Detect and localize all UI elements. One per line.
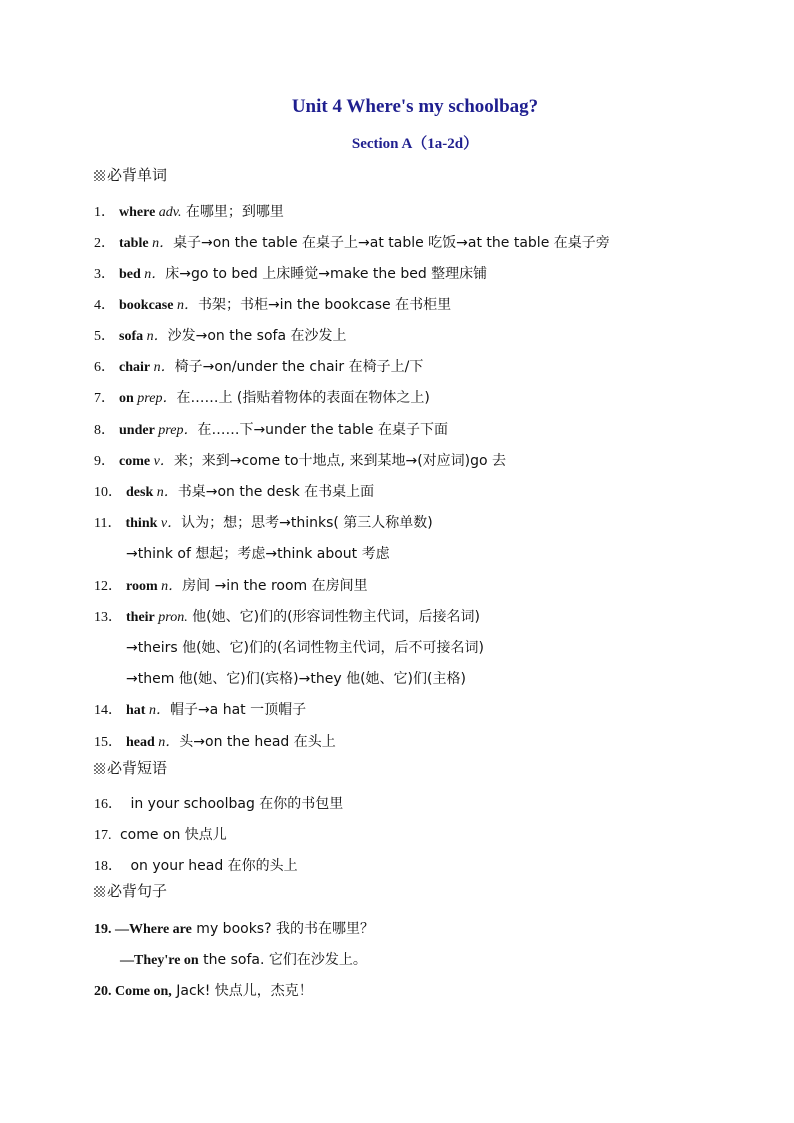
vocab-definition: 头→on the head 在头上: [179, 734, 336, 750]
vocab-definition: 认为；想；思考→thinks( 第三人称单数): [181, 515, 433, 531]
vocab-line: [94, 387, 430, 407]
page-title: Unit 4 Where's my schoolbag?: [291, 96, 539, 117]
vocab-definition: 沙发→on the sofa 在沙发上: [167, 328, 347, 344]
vocab-line: [94, 232, 610, 252]
flag-icon: [94, 763, 105, 774]
sentence-line: [94, 918, 374, 938]
item-number: 3．: [94, 267, 115, 282]
vocab-line: [94, 294, 451, 314]
vocab-definition: 在……下→under the table 在桌子下面: [197, 422, 448, 438]
sentence-line: [120, 949, 367, 969]
item-number: 18．: [94, 859, 122, 874]
item-number: 9．: [94, 454, 115, 469]
phrase-line: [94, 855, 298, 875]
vocab-line: [94, 325, 347, 345]
vocab-word: their: [126, 610, 155, 625]
vocab-line: [94, 606, 480, 626]
vocab-line: [94, 699, 306, 719]
vocab-word: chair: [119, 360, 151, 375]
part-of-speech: n．: [157, 579, 183, 594]
vocab-word: come: [119, 454, 151, 469]
vocab-definition: 在……上 (指贴着物体的表面在物体之上): [176, 390, 430, 406]
vocab-word: room: [126, 579, 158, 594]
sentence-rest: Jack! 快点儿，杰克！: [171, 983, 313, 999]
vocab-definition: 他(她、它)们的(形容词性物主代词，后接名词): [187, 609, 480, 625]
phrase-text: come on 快点儿: [115, 827, 227, 843]
item-number: 5．: [94, 329, 115, 344]
vocab-definition: 书桌→on the desk 在书桌上面: [177, 484, 375, 500]
item-number: 11．: [94, 516, 122, 531]
item-number: 19.: [94, 922, 112, 937]
part-of-speech: v．: [157, 516, 182, 531]
vocab-word: table: [119, 236, 149, 251]
sentences-heading: 必背句子: [94, 880, 167, 901]
vocab-line: [126, 668, 466, 688]
words-heading: 必背单词: [94, 164, 167, 185]
phrase-text: in your schoolbag 在你的书包里: [126, 796, 344, 812]
part-of-speech: n．: [173, 298, 198, 313]
flag-icon: [94, 170, 105, 181]
vocab-line: [126, 543, 390, 563]
vocab-definition: 书架；书柜→in the bookcase 在书柜里: [197, 297, 452, 313]
vocab-line: [94, 450, 506, 470]
item-number: 8．: [94, 423, 115, 438]
sentence-key: —They're on: [120, 953, 199, 968]
vocab-definition: →theirs 他(她、它)们的(名词性物主代词，后不可接名词): [126, 640, 484, 656]
vocab-line: [94, 731, 336, 751]
item-number: 1．: [94, 205, 115, 220]
sentence-key: —Where are: [111, 922, 192, 937]
part-of-speech: n．: [150, 360, 175, 375]
vocab-line: [94, 512, 433, 532]
item-number: 17.: [94, 828, 112, 843]
sentence-rest: the sofa. 它们在沙发上。: [198, 952, 367, 968]
vocab-definition: 在哪里；到哪里: [181, 204, 284, 220]
vocab-line: [94, 201, 284, 221]
vocab-line: [94, 263, 487, 283]
phrases-heading: 必背短语: [94, 757, 167, 778]
vocab-definition: →think of 想起；考虑→think about 考虑: [126, 546, 390, 562]
part-of-speech: n．: [153, 485, 178, 500]
sentence-key: Come on,: [111, 984, 172, 999]
sentence-line: [94, 980, 313, 1000]
vocab-definition: 房间 →in the room 在房间里: [182, 578, 368, 594]
vocab-line: [94, 481, 374, 501]
vocab-word: think: [125, 516, 158, 531]
vocab-word: bed: [119, 267, 141, 282]
item-number: 6．: [94, 360, 115, 375]
part-of-speech: n．: [140, 267, 166, 282]
phrase-text: on your head 在你的头上: [126, 858, 298, 874]
part-of-speech: adv.: [155, 205, 182, 220]
phrase-line: [94, 824, 227, 844]
vocab-definition: 帽子→a hat 一顶帽子: [169, 702, 307, 718]
vocab-line: [94, 575, 368, 595]
part-of-speech: n．: [143, 329, 168, 344]
item-number: 4．: [94, 298, 115, 313]
item-number: 16．: [94, 797, 122, 812]
vocab-word: hat: [126, 703, 146, 718]
part-of-speech: prep．: [154, 423, 198, 438]
vocab-definition: 床→go to bed 上床睡觉→make the bed 整理床铺: [165, 266, 488, 282]
part-of-speech: n．: [145, 703, 170, 718]
vocab-word: head: [126, 735, 155, 750]
vocab-word: under: [119, 423, 155, 438]
vocab-definition: 椅子→on/under the chair 在椅子上/下: [174, 359, 424, 375]
part-of-speech: n．: [154, 735, 180, 750]
vocab-word: where: [119, 205, 156, 220]
vocab-definition: →them 他(她、它)们(宾格)→they 他(她、它)们(主格): [126, 671, 466, 687]
item-number: 7．: [94, 391, 115, 406]
vocab-line: [126, 637, 484, 657]
item-number: 15．: [94, 735, 122, 750]
vocab-definition: 桌子→on the table 在桌子上→at table 吃饭→at the table 在桌子旁: [173, 235, 610, 251]
vocab-definition: 来；来到→come to十地点, 来到某地→(对应词)go 去: [173, 453, 507, 469]
sentence-rest: my books? 我的书在哪里？: [191, 921, 374, 937]
vocab-word: sofa: [119, 329, 144, 344]
flag-icon: [94, 886, 105, 897]
item-number: 13．: [94, 610, 122, 625]
part-of-speech: n．: [148, 236, 174, 251]
part-of-speech: pron.: [154, 610, 188, 625]
vocab-word: bookcase: [119, 298, 174, 313]
part-of-speech: v．: [150, 454, 174, 469]
item-number: 14．: [94, 703, 122, 718]
item-number: 10．: [94, 485, 122, 500]
item-number: 2．: [94, 236, 115, 251]
item-number: 12．: [94, 579, 122, 594]
vocab-word: desk: [126, 485, 154, 500]
vocab-line: [94, 356, 423, 376]
part-of-speech: prep．: [133, 391, 177, 406]
vocab-word: on: [119, 391, 134, 406]
item-number: 20.: [94, 984, 112, 999]
vocab-line: [94, 419, 448, 439]
phrase-line: [94, 793, 343, 813]
section-subtitle: Section A（1a-2d）: [351, 136, 479, 152]
